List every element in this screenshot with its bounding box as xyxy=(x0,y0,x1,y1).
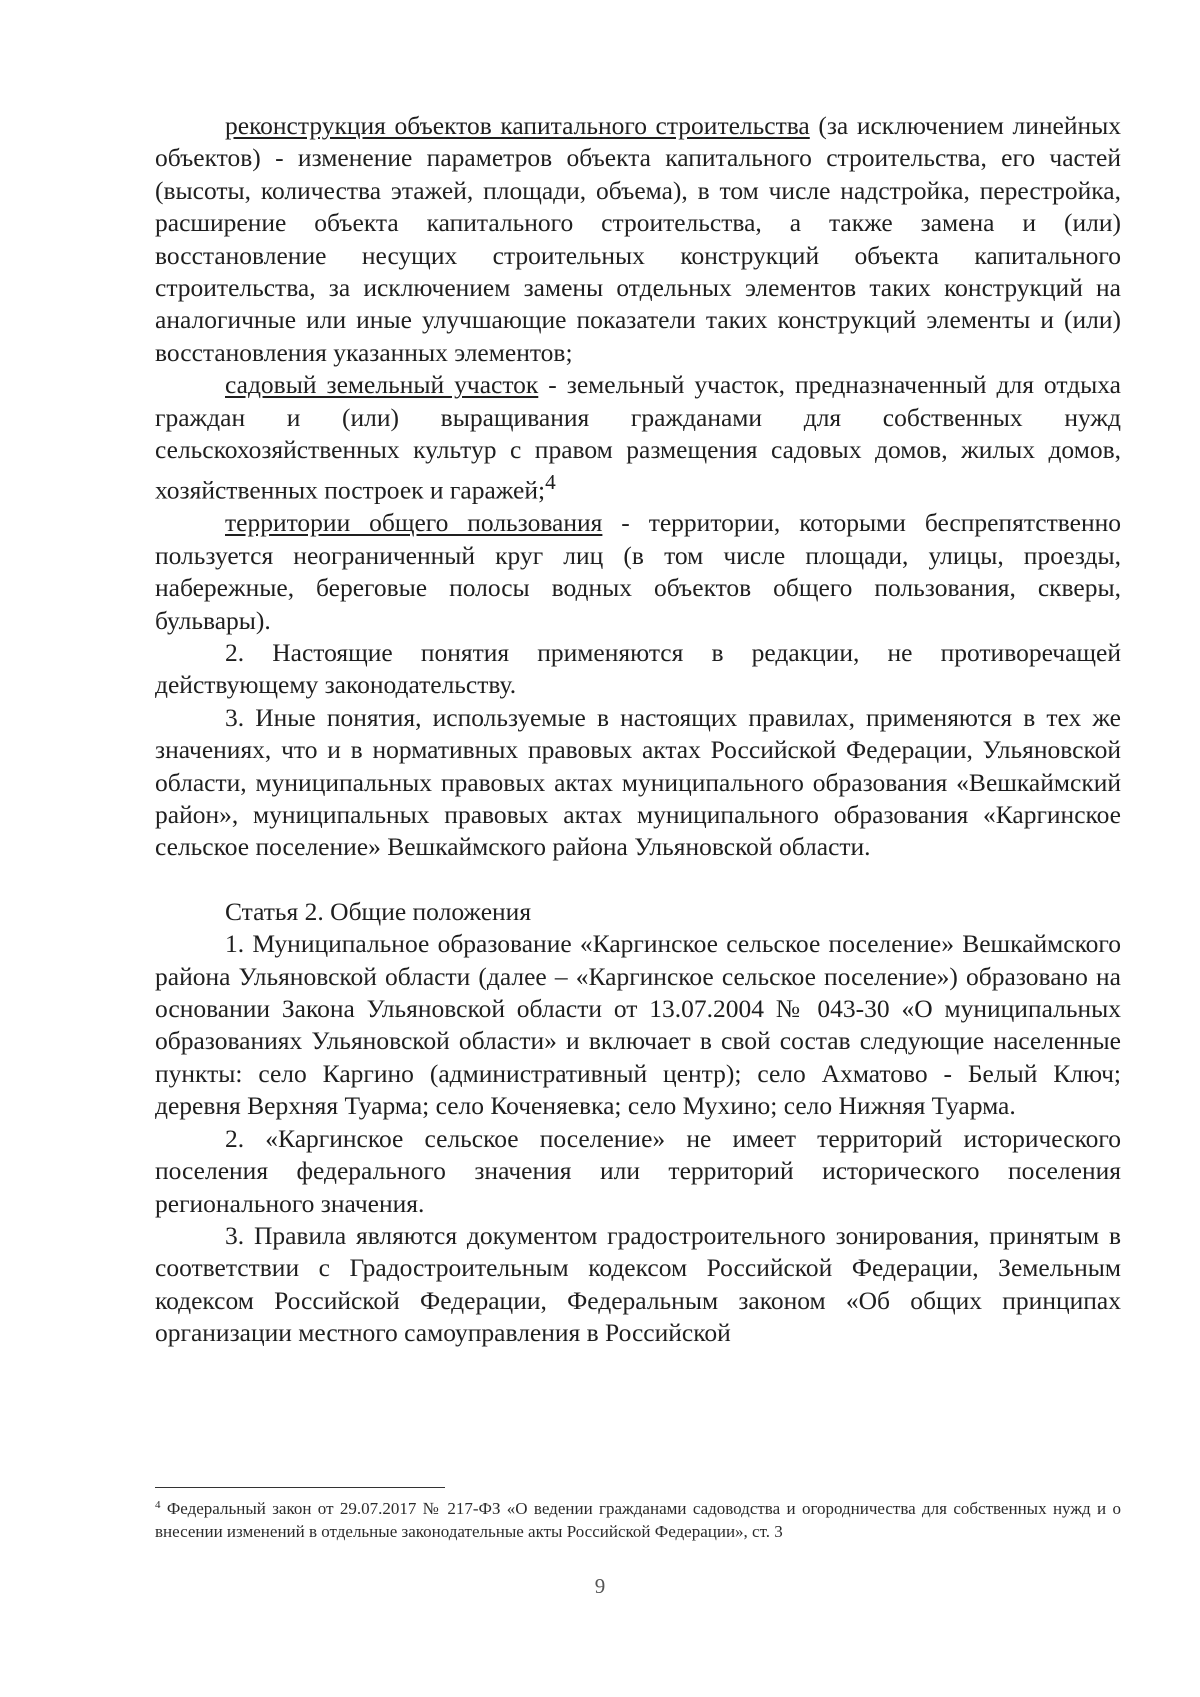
footnote-divider xyxy=(155,1487,445,1488)
paragraph-article2-clause-2: 2. «Каргинское сельское поселение» не имеет территорий исторического поселения федерального значения или территорий исторического поселения регионального значения. xyxy=(155,1123,1121,1218)
page-number: 9 xyxy=(594,1574,606,1598)
term-public-territories: территории общего пользования xyxy=(225,508,603,538)
term-garden-plot: садовый земельный участок xyxy=(225,370,539,400)
footnote-marker: 4 xyxy=(155,1499,161,1511)
body-text xyxy=(155,110,1121,1350)
paragraph-definition-public-territories xyxy=(155,507,1121,637)
definition-garden-plot: - земельный участок, предназначенный для отдыха граждан и (или) выращивания гражданами для собственных нужд сельскохозяйственных культур с правом размещения садовых домов, жилых домов, хозяйственных построек и гаражей; xyxy=(155,370,1121,505)
definition-reconstruction: (за исключением линейных объектов) - изменение параметров объекта капитального строительства, его частей (высоты, количества этажей, площади, объема), в том числе надстройка, перестройка, расширение объекта капитального строительства, а также замена и (или) восстановление несущих строительных конструкций объекта капитального строительства, за исключением замены отдельных элементов таких конструкций на аналогичные или иные улучшающие показатели таких конструкций элементы и (или) восстановления указанных элементов; xyxy=(155,111,1121,367)
footnote-text: Федеральный закон от 29.07.2017 № 217-ФЗ «О ведении гражданами садоводства и огородничества для собственных нужд и о внесении изменений в отдельные законодательные акты Российской Федерации», ст. 3 xyxy=(155,1499,1121,1541)
footnote xyxy=(155,1494,1121,1543)
paragraph-clause-3: 3. Иные понятия, используемые в настоящих правилах, применяются в тех же значениях, что и в нормативных правовых актах Российской Федерации, Ульяновской области, муниципальных правовых актах муниципального образования «Вешкаймский район», муниципальных правовых актах муниципального образования «Каргинское сельское поселение» Вешкаймского района Ульяновской области. xyxy=(155,702,1121,862)
paragraph-article2-clause-3: 3. Правила являются документом градостроительного зонирования, принятым в соответствии с Градостроительным кодексом Российской Федерации, Земельным кодексом Российской Федерации, Федеральным законом «Об общих принципах организации местного самоуправления в Российской xyxy=(155,1220,1121,1348)
article-heading: Статья 2. Общие положения xyxy=(225,896,532,926)
paragraph-definition-reconstruction xyxy=(155,110,1121,369)
paragraph-definition-garden-plot xyxy=(155,369,1121,507)
paragraph-clause-2: 2. Настоящие понятия применяются в редакции, не противоречащей действующему законодательству. xyxy=(155,638,1121,700)
paragraph-article2-clause-1: 1. Муниципальное образование «Каргинское сельское поселение» Вешкаймского района Ульяновской области (далее – «Каргинское сельское поселение») образовано на основании Закона Ульяновской области от 13.07.2004 № 043-30 «О муниципальных образованиях Ульяновской области» и включает в свой состав следующие населенные пункты: село Каргино (административный центр); село Ахматово - Белый Ключ; деревня Верхняя Туарма; село Коченяевка; село Мухино; село Нижняя Туарма. xyxy=(155,929,1121,1121)
footnote-reference: 4 xyxy=(545,470,556,495)
definition-public-territories: - территории, которыми беспрепятственно пользуется неограниченный круг лиц (в том числе площади, улицы, проезды, набережные, береговые полосы водных объектов общего пользования, скверы, бульвары). xyxy=(155,508,1121,635)
term-reconstruction: реконструкция объектов капитального строительства xyxy=(225,111,810,140)
